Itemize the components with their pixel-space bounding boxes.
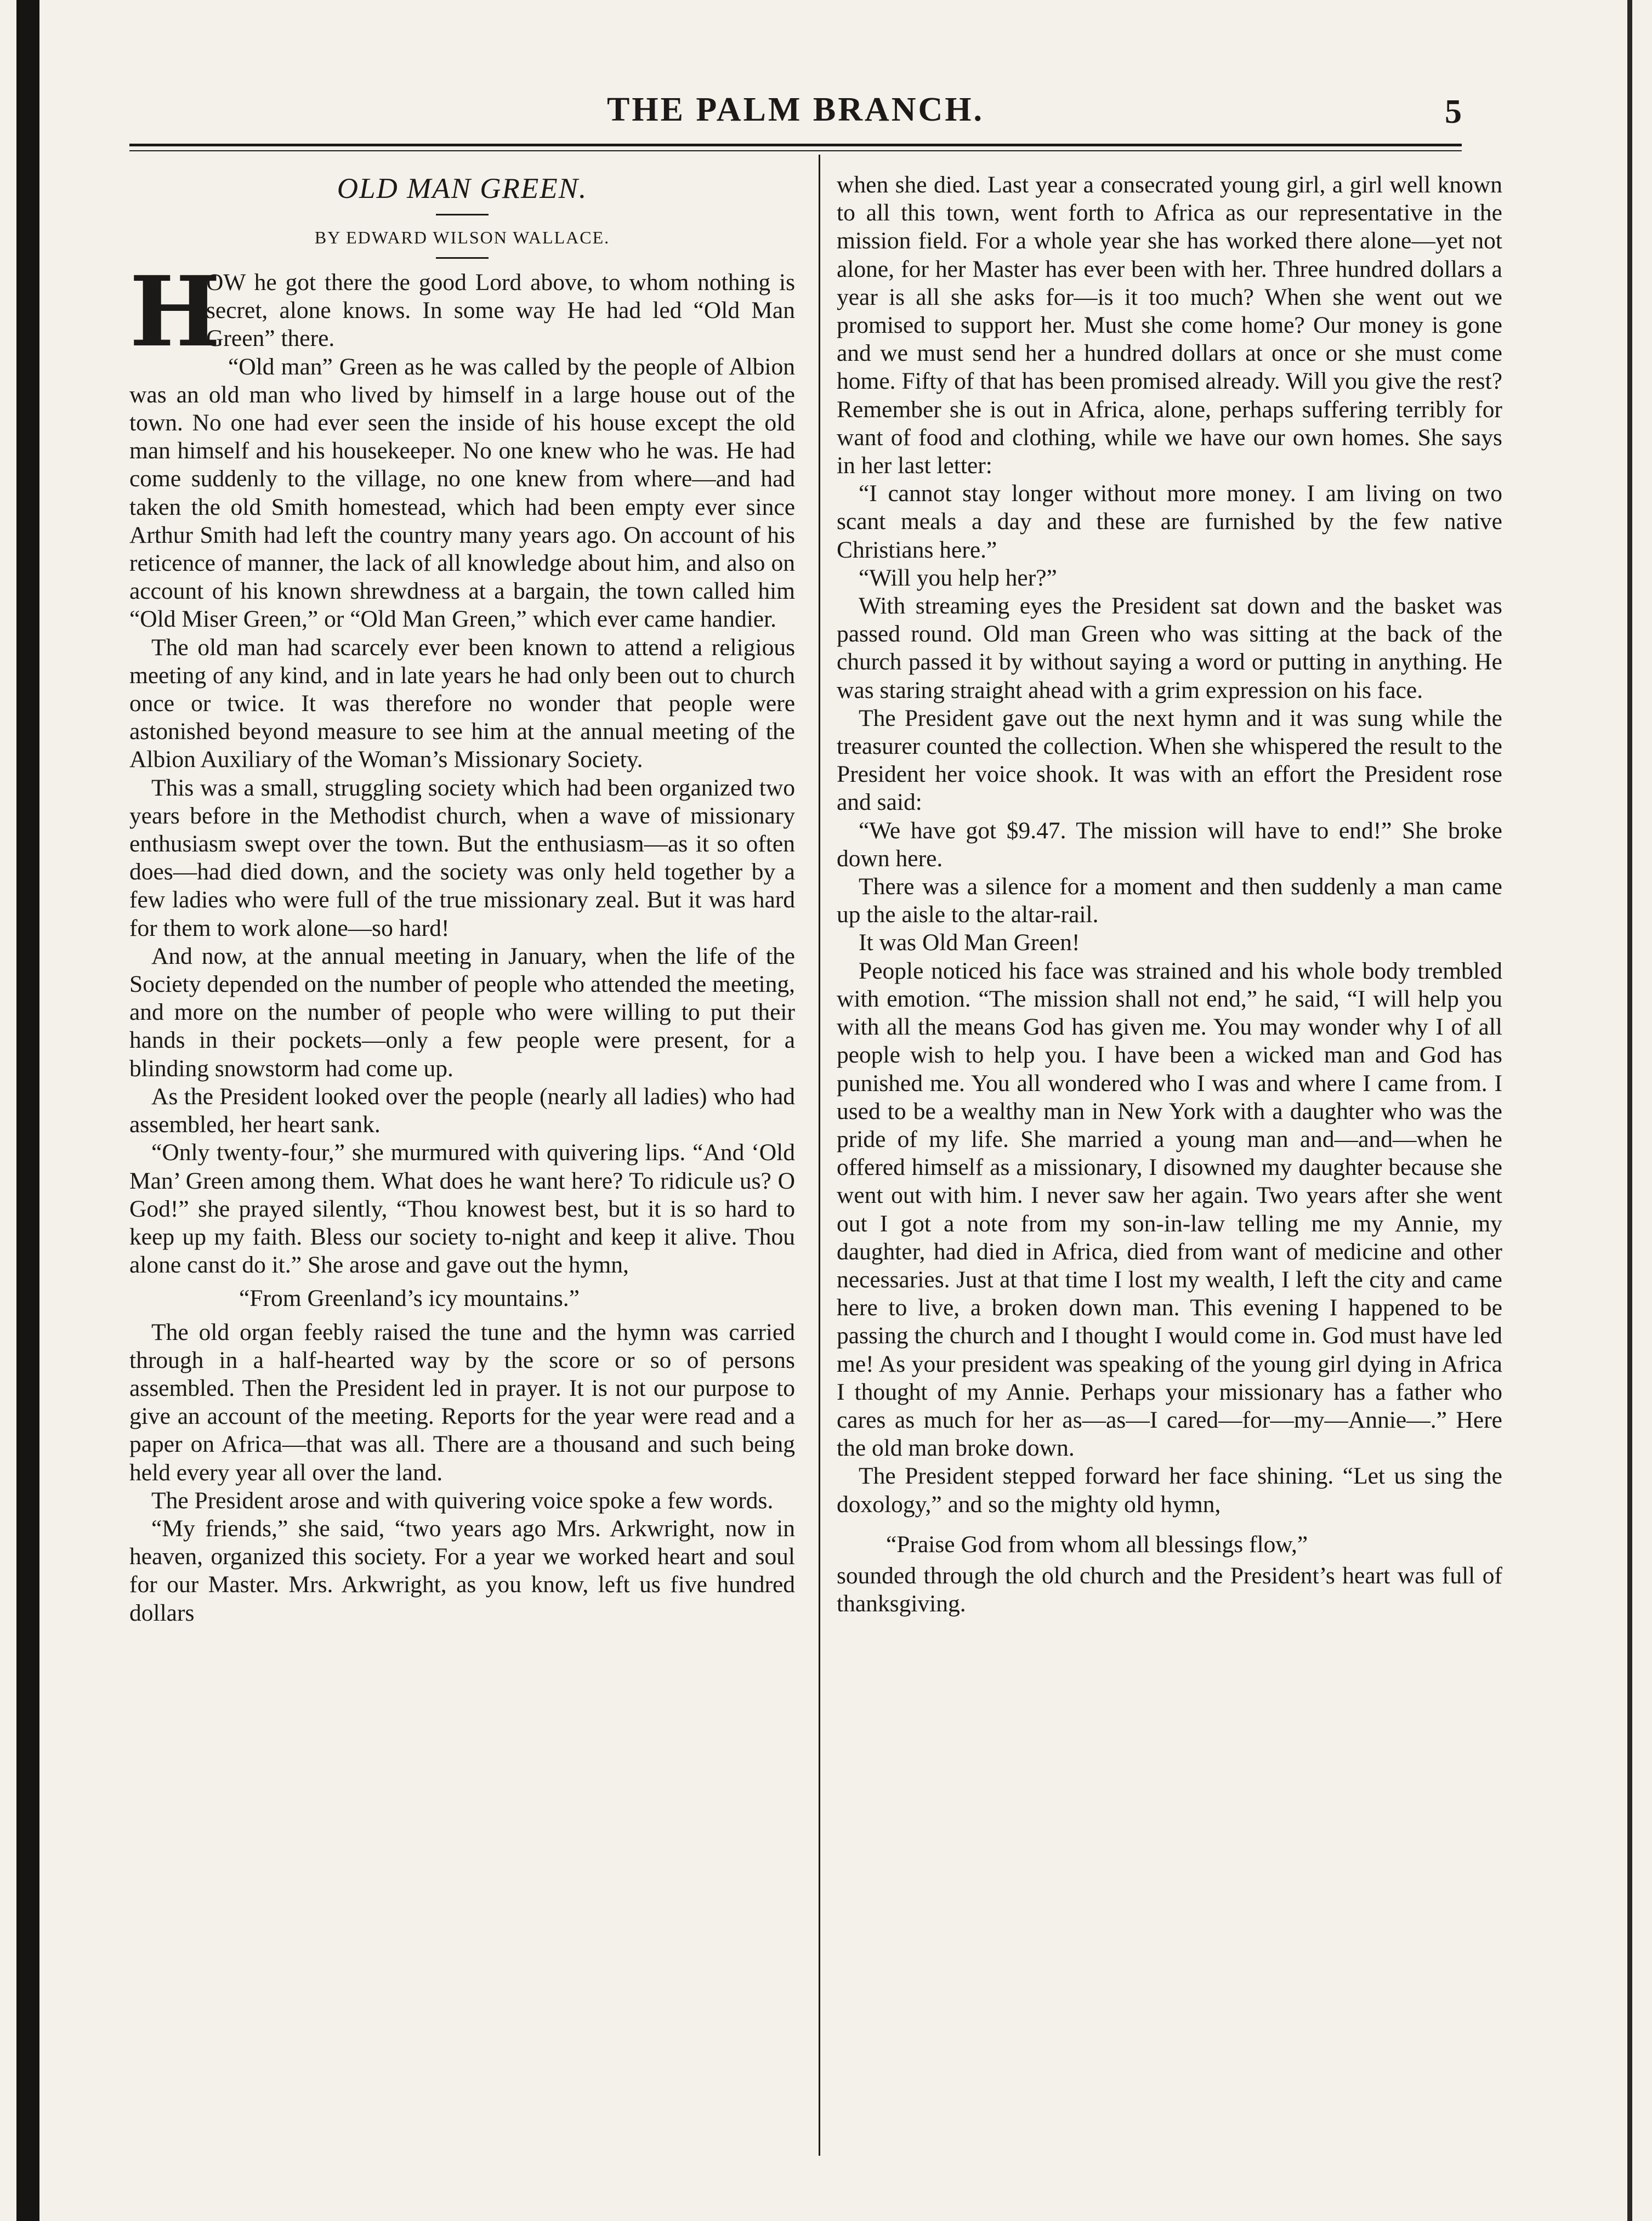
paragraph: People noticed his face was strained and his whole body trembled with emotion. “The mission shall not end,” he said, “I will help you with all the means God has given me. You may wonder why I of all people wish to help you. I have been a wicked man and God has punished me. You all wondered who I was and where I came from. I used to be a wealthy man in New York with a daughter who was the pride of my life. She married a young man and—and—when he offered himself as a missionary, I disowned my daughter because she went out with him. I never saw her again. Two years after she went out I got a note from my son-in-law telling me my Annie, my daughter, had died in Africa, died from want of medicine and other necessaries. Just at that time I lost my wealth, I left the city and came here to live, a broken down man. This evening I happened to be passing the church and I thought I would come in. God must have led me! As your president was speaking of the young girl dying in Africa I thought of my Annie. Perhaps your missionary has a father who cares as much for her as—as—I cared—for—my—Annie—.” Here the old man broke down.: [837, 957, 1502, 1462]
right-column: [837, 171, 1502, 1618]
paragraph: As the President looked over the people (nearly all ladies) who had assembled, her heart sank.: [129, 1083, 795, 1138]
paragraph: It was Old Man Green!: [859, 929, 1080, 956]
opening-paragraph-block: [129, 255, 795, 368]
paragraph: when she died. Last year a consecrated young girl, a girl well known to all this town, went forth to Africa as our representative in the mission field. For a whole year she has worked there alone—yet not alone, for her Master has ever been with her. Three hundred dollars a year is all she asks for—is it too much? When she went out we promised to support her. Must she come home? Our money is gone and we must send her a hundred dollars at once or she must come home. Fifty of that has been promised already. Will you give the rest? Remember she is out in Africa, alone, perhaps suffering terribly for want of food and clothing, while we have our own homes. She says in her last letter:: [837, 172, 1502, 479]
drop-cap: H: [129, 255, 221, 368]
hymn-line: “Praise God from whom all blessings flow,”: [886, 1531, 1308, 1558]
paragraph: The President gave out the next hymn and it was sung while the treasurer counted the collection. When she whispered the result to the President her voice shook. It was with an effort the President rose and said:: [837, 705, 1502, 816]
byline-rule: [436, 257, 489, 259]
title-rule: [436, 214, 489, 215]
column-divider: [819, 155, 820, 2156]
paragraph: sounded through the old church and the President’s heart was full of thanksgiving.: [837, 1562, 1502, 1617]
page-number: 5: [1445, 93, 1462, 130]
paragraph: OW he got there the good Lord above, to whom nothing is secret, alone knows. In some way He had led “Old Man Green” there.: [206, 269, 795, 352]
paragraph: “I cannot stay longer without more money. I am living on two scant meals a day and these are furnished by the few native Christians here.”: [837, 480, 1502, 563]
article-byline: BY EDWARD WILSON WALLACE.: [314, 228, 610, 247]
paragraph: This was a small, struggling society which had been organized two years before in the Methodist church, when a wave of missionary enthusiasm swept over the town. But the enthusiasm—as it so often does—had died down, and the society was only held together by a few ladies who were full of the true missionary zeal. But it was hard for them to work alone—so hard!: [129, 774, 795, 941]
header-rule-thin: [129, 150, 1462, 151]
paragraph: “Only twenty-four,” she murmured with quivering lips. “And ‘Old Man’ Green among them. What does he want here? To ridicule us? O God!” she prayed silently, “Thou knowest best, but it is so hard to keep up my faith. Bless our society to-night and keep it alive. Thou alone canst do it.” She arose and gave out the hymn,: [129, 1139, 795, 1279]
paragraph: “We have got $9.47. The mission will have to end!” She broke down here.: [837, 817, 1502, 872]
paragraph: “Will you help her?”: [859, 564, 1057, 591]
hymn-line: “From Greenland’s icy mountains.”: [239, 1285, 580, 1312]
running-title: THE PALM BRANCH.: [606, 91, 985, 128]
paragraph: The President arose and with quivering voice spoke a few words.: [151, 1487, 774, 1514]
paragraph: With streaming eyes the President sat down and the basket was passed round. Old man Green who was sitting at the back of the church passed it by without saying a word or putting in anything. He was staring straight ahead with a grim expression on his face.: [837, 593, 1502, 703]
paragraph: “Old man” Green as he was called by the people of Albion was an old man who lived by himself in a large house out of the town. No one had ever seen the inside of his house except the old man himself and his housekeeper. No one knew who he was. He had come suddenly to the village, no one knew from where—and had taken the old Smith homestead, which had been empty ever since Arthur Smith had left the country many years ago. On account of his reticence of manner, the lack of all knowledge about him, and also on account of his known shrewdness at a bargain, the town called him “Old Miser Green,” or “Old Man Green,” which ever came handier.: [129, 353, 795, 633]
page-edge-line: [1627, 0, 1632, 2221]
running-head: [129, 87, 1462, 133]
paragraph: And now, at the annual meeting in January, when the life of the Society depended on the number of people who attended the meeting, and more on the number of people who were willing to put their hands in their pockets—only a few people were present, for a blinding snowstorm had come up.: [129, 942, 796, 1082]
paragraph: The President stepped forward her face shining. “Let us sing the doxology,” and so the mighty old hymn,: [837, 1463, 1502, 1518]
paragraph: The old organ feebly raised the tune and the hymn was carried through in a half-hearted way by the score or so of persons assembled. Then the President led in prayer. It is not our purpose to give an account of the meeting. Reports for the year were read and a paper on Africa—that was all. There are a thousand and such being held every year all over the land.: [129, 1319, 795, 1486]
paragraph: There was a silence for a moment and then suddenly a man came up the aisle to the altar-rail.: [837, 873, 1502, 928]
page-binding-edge: [16, 0, 39, 2221]
paragraph: “My friends,” she said, “two years ago Mrs. Arkwright, now in heaven, organized this society. For a year we worked heart and soul for our Master. Mrs. Arkwright, as you know, left us five hundred dollars: [129, 1515, 795, 1626]
header-rule-thick: [129, 144, 1462, 146]
article-title: OLD MAN GREEN.: [337, 173, 588, 205]
left-column: [129, 171, 795, 1627]
paragraph: The old man had scarcely ever been known to attend a religious meeting of any kind, and in late years he had only been out to church once or twice. It was therefore no wonder that people were astonished beyond measure to see him at the annual meeting of the Albion Auxiliary of the Woman’s Missionary Society.: [129, 634, 795, 773]
